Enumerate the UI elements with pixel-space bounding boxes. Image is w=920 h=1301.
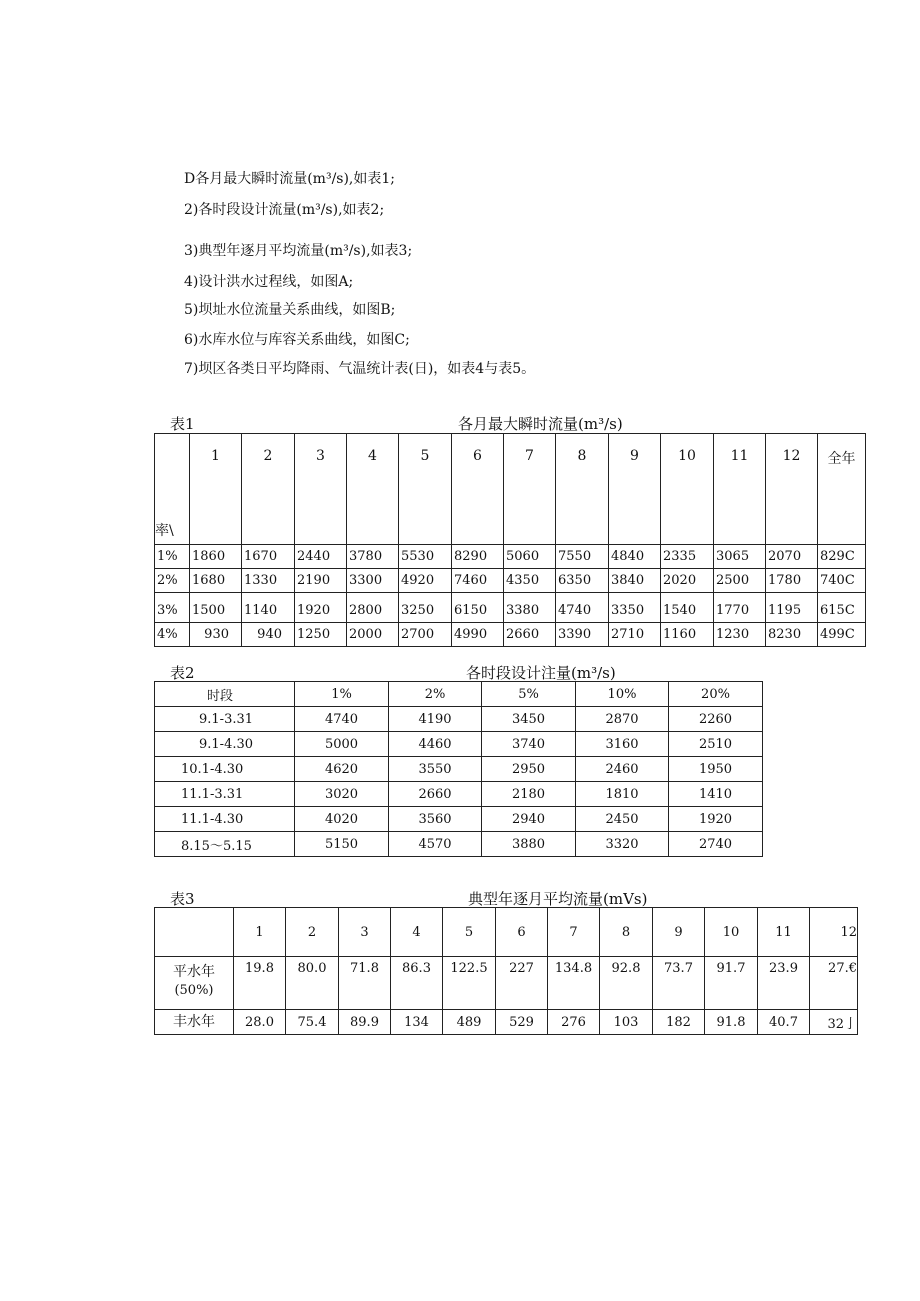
table3-row-label (155, 957, 234, 1010)
table2-cell: 11.1-3.31 (155, 782, 295, 807)
table3-cell: 91.7 (705, 957, 758, 1010)
table1-cell: 1680 (190, 569, 242, 593)
table3-title: 典型年逐月平均流量(mVs) (468, 890, 648, 908)
table3-cell: 122.5 (443, 957, 496, 1010)
table3-header: 7 (548, 908, 600, 957)
table3-cell: 227 (496, 957, 548, 1010)
table1-header: 12 (766, 434, 818, 545)
table1-cell: 3380 (504, 593, 556, 623)
table1-cell: 3390 (556, 623, 609, 647)
table3-cell: 89.9 (339, 1010, 391, 1035)
table1-cell: 1780 (766, 569, 818, 593)
table2-cell: 2450 (576, 807, 669, 832)
table2-cell: 4740 (295, 707, 389, 732)
table1-cell: 1540 (661, 593, 714, 623)
table3-header: 1 (234, 908, 286, 957)
table1 (154, 433, 866, 647)
table3-cell: 32亅 (810, 1010, 858, 1035)
table1-cell: 8290 (452, 545, 504, 569)
table1-cell: 940 (242, 623, 295, 647)
table2-cell: 9.1-4.30 (155, 732, 295, 757)
table2-cell: 5150 (295, 832, 389, 857)
table1-cell: 1140 (242, 593, 295, 623)
table2-cell: 9.1-3.31 (155, 707, 295, 732)
table1-cell: 2440 (295, 545, 347, 569)
table2-cell: 4460 (389, 732, 482, 757)
table2-cell: 2950 (482, 757, 576, 782)
table1-cell: 1920 (295, 593, 347, 623)
table3-cell: 134.8 (548, 957, 600, 1010)
table2-header: 时段 (155, 682, 295, 707)
table1-cell: 5060 (504, 545, 556, 569)
table2-cell: 2460 (576, 757, 669, 782)
table3-cell: 529 (496, 1010, 548, 1035)
intro-item-4: 4)设计洪水过程线，如图A; (184, 274, 354, 290)
table1-cell: 615C (818, 593, 866, 623)
table3-cell: 86.3 (391, 957, 443, 1010)
table1-cell: 6150 (452, 593, 504, 623)
table-row (155, 782, 763, 807)
table-row (155, 623, 866, 647)
table2-cell: 2510 (669, 732, 763, 757)
table1-cell: 2660 (504, 623, 556, 647)
table1-header: 1 (190, 434, 242, 545)
table3-cell: 71.8 (339, 957, 391, 1010)
table1-header: 9 (609, 434, 661, 545)
table2-cell: 2180 (482, 782, 576, 807)
table3-cell: 40.7 (758, 1010, 810, 1035)
table1-cell: 1670 (242, 545, 295, 569)
table3-cell: 276 (548, 1010, 600, 1035)
table1-cell: 4% (155, 623, 190, 647)
table1-cell: 2335 (661, 545, 714, 569)
table2-cell: 4570 (389, 832, 482, 857)
table3-cell: 134 (391, 1010, 443, 1035)
table1-header-row (155, 434, 866, 545)
table2-cell: 2260 (669, 707, 763, 732)
table-row (155, 732, 763, 757)
table2-header: 10% (576, 682, 669, 707)
table3-cell: 80.0 (286, 957, 339, 1010)
table1-cell: 2070 (766, 545, 818, 569)
table-row (155, 757, 763, 782)
table2-header-row (155, 682, 763, 707)
table1-header: 3 (295, 434, 347, 545)
table3-header: 9 (653, 908, 705, 957)
table-row (155, 1010, 858, 1035)
table2-header: 5% (482, 682, 576, 707)
table3-header: 8 (600, 908, 653, 957)
table3 (154, 907, 858, 1035)
table1-corner: 率\ (155, 434, 190, 545)
table1-cell: 1860 (190, 545, 242, 569)
table1-cell: 1500 (190, 593, 242, 623)
table2-cell: 8.15～5.15 (155, 832, 295, 857)
table3-cell: 489 (443, 1010, 496, 1035)
table3-label: 表3 (170, 890, 195, 908)
table2-cell: 2740 (669, 832, 763, 857)
table1-cell: 6350 (556, 569, 609, 593)
table1-cell: 7550 (556, 545, 609, 569)
table1-cell: 499C (818, 623, 866, 647)
table3-cell: 19.8 (234, 957, 286, 1010)
table3-cell: 182 (653, 1010, 705, 1035)
table-row (155, 569, 866, 593)
table1-cell: 1770 (714, 593, 766, 623)
table1-title: 各月最大瞬时流量(m³/s) (458, 415, 623, 433)
intro-item-3: 3)典型年逐月平均流量(m³/s),如表3; (184, 243, 413, 259)
table-row (155, 832, 763, 857)
table1-cell: 2710 (609, 623, 661, 647)
table2-cell: 3450 (482, 707, 576, 732)
table1-cell: 2190 (295, 569, 347, 593)
table3-cell: 28.0 (234, 1010, 286, 1035)
table1-cell: 1330 (242, 569, 295, 593)
table1-cell: 2020 (661, 569, 714, 593)
intro-item-7: 7)坝区各类日平均降雨、气温统计表(日)，如表4与表5。 (184, 361, 536, 377)
table1-header: 全年 (818, 434, 866, 545)
intro-item-5: 5)坝址水位流量关系曲线，如图B; (184, 302, 396, 318)
table1-cell: 1195 (766, 593, 818, 623)
table1-cell: 1160 (661, 623, 714, 647)
table3-header-row (155, 908, 858, 957)
table1-cell: 2000 (347, 623, 399, 647)
table3-header (155, 908, 234, 957)
table2-cell: 4190 (389, 707, 482, 732)
table1-header: 11 (714, 434, 766, 545)
table2-cell: 3160 (576, 732, 669, 757)
table3-cell: 103 (600, 1010, 653, 1035)
table1-header: 10 (661, 434, 714, 545)
table3-row1-label: 平水年 (173, 964, 215, 980)
table2-cell: 3560 (389, 807, 482, 832)
table1-cell: 3840 (609, 569, 661, 593)
table1-cell: 2700 (399, 623, 452, 647)
table-row (155, 593, 866, 623)
table1-cell: 829C (818, 545, 866, 569)
table2-label: 表2 (170, 664, 195, 682)
table2-cell: 3740 (482, 732, 576, 757)
table3-header: 3 (339, 908, 391, 957)
table3-header: 4 (391, 908, 443, 957)
table1-label: 表1 (170, 415, 195, 433)
table1-cell: 1250 (295, 623, 347, 647)
table1-cell: 4350 (504, 569, 556, 593)
table1-header: 5 (399, 434, 452, 545)
table2-title: 各时段设计注量(m³/s) (466, 664, 616, 682)
table3-cell: 75.4 (286, 1010, 339, 1035)
table1-cell: 3300 (347, 569, 399, 593)
table1-cell: 3065 (714, 545, 766, 569)
table1-header: 4 (347, 434, 399, 545)
table2-cell: 10.1-4.30 (155, 757, 295, 782)
table2-cell: 2660 (389, 782, 482, 807)
intro-item-2: 2)各时段设计流量(m³/s),如表2; (184, 202, 385, 218)
table1-cell: 1% (155, 545, 190, 569)
table1-header: 7 (504, 434, 556, 545)
table3-cell: 73.7 (653, 957, 705, 1010)
table1-cell: 1230 (714, 623, 766, 647)
table-row (155, 957, 858, 1010)
table3-cell: 92.8 (600, 957, 653, 1010)
table2-cell: 11.1-4.30 (155, 807, 295, 832)
table3-cell: 23.9 (758, 957, 810, 1010)
table3-header: 11 (758, 908, 810, 957)
table3-header: 6 (496, 908, 548, 957)
table1-cell: 5530 (399, 545, 452, 569)
table2-cell: 5000 (295, 732, 389, 757)
table-row (155, 807, 763, 832)
intro-item-1: D各月最大瞬时流量(m³/s),如表1; (184, 171, 396, 187)
intro-item-6: 6)水库水位与库容关系曲线，如图C; (184, 332, 410, 348)
table2-cell: 3550 (389, 757, 482, 782)
table1-cell: 2800 (347, 593, 399, 623)
table2-cell: 3020 (295, 782, 389, 807)
table1-cell: 3350 (609, 593, 661, 623)
table3-header: 10 (705, 908, 758, 957)
table2-cell: 4620 (295, 757, 389, 782)
table2-cell: 4020 (295, 807, 389, 832)
table2-header: 1% (295, 682, 389, 707)
table3-header: 5 (443, 908, 496, 957)
table2-cell: 2870 (576, 707, 669, 732)
table1-cell: 3250 (399, 593, 452, 623)
table2-cell: 1950 (669, 757, 763, 782)
table3-cell: 27.€ (810, 957, 858, 1010)
table3-header: 12 (810, 908, 858, 957)
table1-cell: 2% (155, 569, 190, 593)
table2 (154, 681, 763, 857)
table3-header: 2 (286, 908, 339, 957)
table1-cell: 3780 (347, 545, 399, 569)
table-row (155, 545, 866, 569)
table1-cell: 3% (155, 593, 190, 623)
table1-cell: 8230 (766, 623, 818, 647)
table2-cell: 1410 (669, 782, 763, 807)
table1-cell: 7460 (452, 569, 504, 593)
table1-header: 6 (452, 434, 504, 545)
table1-cell: 2500 (714, 569, 766, 593)
table1-cell: 4920 (399, 569, 452, 593)
table2-header: 2% (389, 682, 482, 707)
table3-row2-label: 丰水年 (155, 1010, 234, 1035)
table2-cell: 3880 (482, 832, 576, 857)
table1-header: 8 (556, 434, 609, 545)
table2-cell: 2940 (482, 807, 576, 832)
table2-header: 20% (669, 682, 763, 707)
table2-cell: 1920 (669, 807, 763, 832)
table1-cell: 740C (818, 569, 866, 593)
table2-cell: 3320 (576, 832, 669, 857)
table2-cell: 1810 (576, 782, 669, 807)
table3-cell: 91.8 (705, 1010, 758, 1035)
table-row (155, 707, 763, 732)
table3-row1-sublabel: (50%) (174, 983, 214, 998)
table1-cell: 4990 (452, 623, 504, 647)
table1-cell: 930 (190, 623, 242, 647)
table1-cell: 4740 (556, 593, 609, 623)
table1-cell: 4840 (609, 545, 661, 569)
table1-header: 2 (242, 434, 295, 545)
